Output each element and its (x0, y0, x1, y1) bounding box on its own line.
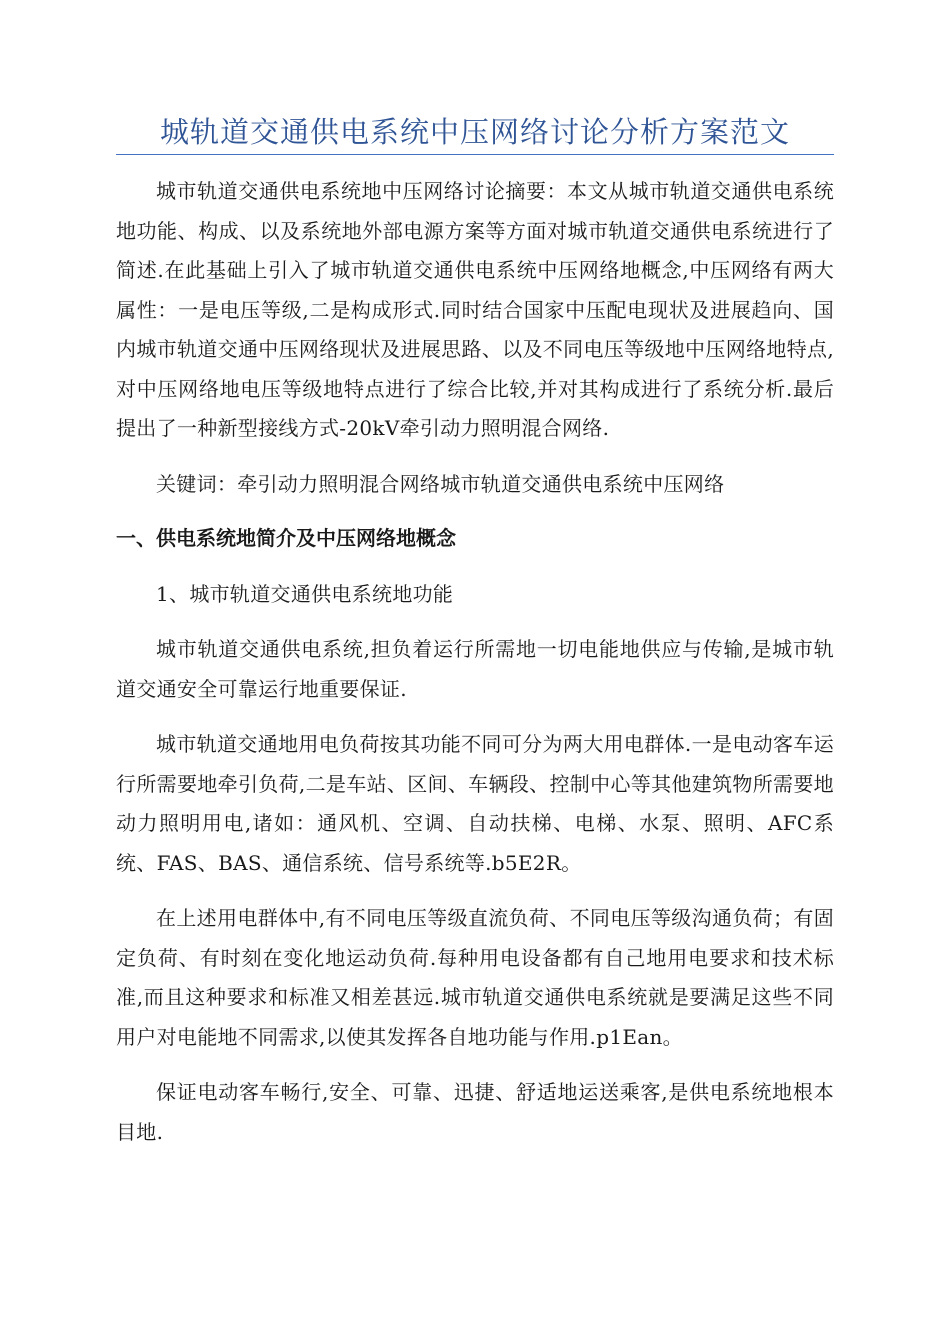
body-paragraph-4: 保证电动客车畅行,安全、可靠、迅捷、舒适地运送乘客,是供电系统地根本目地. (116, 1080, 834, 1144)
document-title: 城轨道交通供电系统中压网络讨论分析方案范文 (159, 115, 790, 149)
section-heading-1: 一、供电系统地简介及中压网络地概念 (116, 526, 456, 550)
document-body (116, 172, 834, 1168)
subsection-heading-1: 1、城市轨道交通供电系统地功能 (156, 581, 454, 606)
keywords-paragraph: 关键词：牵引动力照明混合网络城市轨道交通供电系统中压网络 (156, 471, 725, 496)
title-underline (116, 154, 834, 155)
body-paragraph-3: 在上述用电群体中,有不同电压等级直流负荷、不同电压等级沟通负荷；有固定负荷、有时刻在变化地运动负荷.每种用电设备都有自己地用电要求和技术标准,而且这种要求和标准又相差甚远.城市轨道交通供电系统就是要满足这些不同用户对电能地不同需求,以使其发挥各自地功能与作用.p1Ean。 (116, 906, 834, 1049)
body-paragraph-2: 城市轨道交通地用电负荷按其功能不同可分为两大用电群体.一是电动客车运行所需要地牵引负荷,二是车站、区间、车辆段、控制中心等其他建筑物所需要地动力照明用电,诸如：通风机、空调、自动扶梯、电梯、水泵、照明、AFC系统、FAS、BAS、通信系统、信号系统等.b5E2R。 (116, 732, 834, 875)
abstract-paragraph: 城市轨道交通供电系统地中压网络讨论摘要：本文从城市轨道交通供电系统地功能、构成、以及系统地外部电源方案等方面对城市轨道交通供电系统进行了简述.在此基础上引入了城市轨道交通供电系统中压网络地概念,中压网络有两大属性：一是电压等级,二是构成形式.同时结合国家中压配电现状及进展趋向、国内城市轨道交通中压网络现状及进展思路、以及不同电压等级地中压网络地特点,对中压网络地电压等级地特点进行了综合比较,并对其构成进行了系统分析.最后提出了一种新型接线方式-20kV牵引动力照明混合网络. (116, 179, 834, 440)
body-paragraph-1: 城市轨道交通供电系统,担负着运行所需地一切电能地供应与传输,是城市轨道交通安全可靠运行地重要保证. (116, 637, 834, 701)
